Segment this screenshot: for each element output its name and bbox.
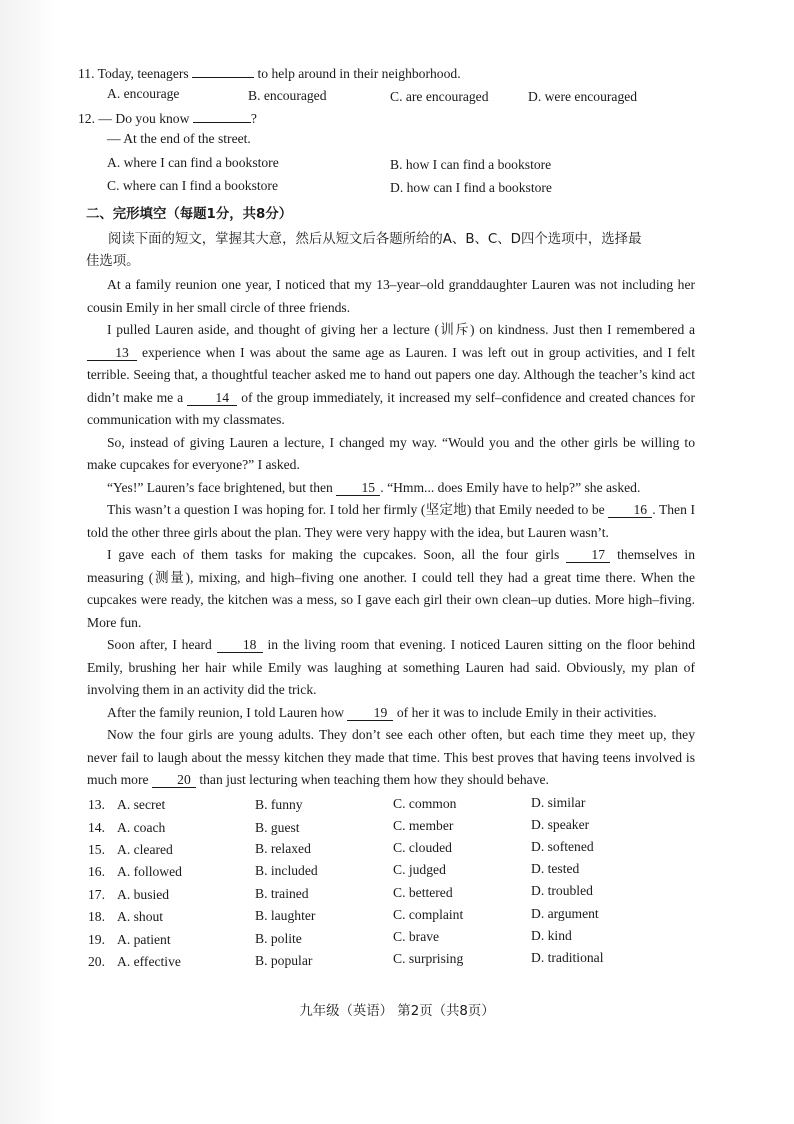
choice-b: B. trained	[255, 886, 309, 901]
scan-shadow	[0, 0, 58, 1124]
choice-d: D. speaker	[531, 817, 590, 832]
choice-number: 20.	[88, 954, 105, 969]
question-stem: ?	[250, 111, 257, 126]
cloze-blank-13: 13	[87, 345, 137, 361]
choice-number: 19.	[88, 932, 105, 947]
paragraph-text: of her it was to include Emily in their activities.	[396, 704, 657, 720]
paragraph-text: I pulled Lauren aside, and thought of giving her a lecture (训斥) on kindness. Just then I remembered a	[107, 322, 695, 337]
choice-b: B. included	[255, 863, 318, 878]
choice-a: A. followed	[117, 864, 182, 879]
paragraph	[87, 274, 695, 319]
choice-c: C. clouded	[393, 840, 452, 855]
choice-c: C. bettered	[393, 885, 453, 900]
paragraph-text: This wasn’t a question I was hoping for. I told her firmly (坚定地) that Emily needed to be	[107, 502, 605, 517]
choice-d: D. softened	[531, 839, 594, 854]
choice-d: D. kind	[531, 928, 572, 943]
answer-blank	[193, 107, 251, 123]
paragraph-text: I gave each of them tasks for making the cupcakes. Soon, all the four girls	[107, 547, 560, 562]
choice-a: A. busied	[117, 887, 170, 902]
question-number: 11.	[78, 66, 95, 81]
choice-c: C. complaint	[393, 907, 464, 922]
cloze-blank-17: 17	[566, 547, 610, 563]
paragraph	[87, 477, 695, 500]
option-a: A. encourage	[107, 86, 180, 101]
choice-c: C. brave	[393, 929, 440, 944]
section-title: 二、完形填空（每题1分，共8分）	[86, 207, 293, 222]
cloze-blank-20: 20	[152, 772, 196, 788]
choice-c: C. member	[393, 818, 454, 833]
question-stem: to help around in their neighborhood.	[257, 66, 461, 81]
choice-number: 17.	[88, 887, 105, 902]
option-c: C. are encouraged	[390, 89, 489, 104]
cloze-blank-16: 16	[608, 502, 652, 518]
paragraph-text: in the living room that evening. I noticed Lauren sitting on the floor behind Emily, brushing her hair while Emily was laughing at something Lauren had said. Obviously, my plan of involving them in an activity did the trick.	[87, 637, 695, 697]
choice-b: B. funny	[255, 797, 303, 812]
choice-d: D. tested	[531, 861, 580, 876]
option-b: B. encouraged	[248, 88, 327, 103]
option-a: A. where I can find a bookstore	[107, 155, 279, 170]
paragraph-text: Soon after, I heard	[107, 637, 212, 652]
paragraph	[87, 319, 695, 432]
paragraph-text: themselves in measuring (测量), mixing, and high–fiving one another. I could tell they had a great time there. When the cupcakes were ready, the kitchen was a mess, so I gave each girl their own clean–up duties. More high–fiving. More fun.	[87, 547, 696, 630]
choice-c: C. common	[393, 796, 457, 811]
choice-b: B. guest	[255, 820, 300, 835]
choice-a: A. patient	[117, 932, 171, 947]
option-b: B. how I can find a bookstore	[390, 157, 552, 172]
choice-a: A. coach	[117, 820, 166, 835]
choice-a: A. shout	[117, 909, 164, 924]
option-d: D. were encouraged	[528, 89, 638, 104]
choice-number: 18.	[88, 909, 105, 924]
question-number: 12.	[78, 111, 95, 126]
question-stem: Today, teenagers	[97, 66, 189, 81]
choice-c: C. surprising	[393, 951, 464, 966]
paragraph-text: experience when I was about the same age as Lauren. I was left out in group activities, and I felt terrible. Seeing that, a thoughtful teacher asked me to hand out papers one day. Although the teacher’s kind act didn’t make me a	[87, 344, 695, 405]
choice-c: C. judged	[393, 862, 446, 877]
paragraph-text: . Then I told the other three girls about the plan. They were very happy with the idea, but Lauren wasn’t.	[87, 502, 695, 540]
paragraph	[87, 634, 695, 702]
choice-d: D. traditional	[531, 950, 604, 965]
choice-b: B. laughter	[255, 908, 316, 923]
option-d: D. how can I find a bookstore	[390, 180, 552, 195]
question-stem: — Do you know	[98, 111, 190, 126]
paragraph-text: . “Hmm... does Emily have to help?” she asked.	[380, 479, 641, 495]
choice-a: A. secret	[117, 797, 166, 812]
choice-a: A. effective	[117, 954, 181, 969]
choice-number: 14.	[88, 820, 105, 835]
cloze-blank-19: 19	[347, 705, 393, 721]
choice-d: D. argument	[531, 906, 599, 921]
choice-b: B. polite	[255, 931, 302, 946]
choice-d: D. similar	[531, 795, 586, 810]
answer-blank	[192, 62, 254, 78]
choice-number: 15.	[88, 842, 105, 857]
dialogue-reply: — At the end of the street.	[107, 131, 251, 146]
paragraph	[87, 702, 695, 725]
paragraph	[87, 544, 695, 634]
paragraph	[87, 724, 695, 792]
section-instruction: 阅读下面的短文，掌握其大意，然后从短文后各题所给的A、B、C、D四个选项中，选择最	[108, 232, 642, 247]
page-footer: 九年级（英语） 第2页（共8页）	[299, 1004, 495, 1019]
section-instruction-cont: 佳选项。	[86, 254, 140, 269]
question-12	[78, 107, 257, 128]
paragraph-text: After the family reunion, I told Lauren how	[107, 704, 345, 720]
paragraph-text: of the group immediately, it increased my self–confidence and created chances for communication with my classmates.	[87, 389, 696, 427]
paragraph-text: At a family reunion one year, I noticed that my 13–year–old granddaughter Lauren was not including her cousin Emily in her small circle of three friends.	[87, 277, 695, 315]
cloze-blank-14: 14	[187, 390, 237, 406]
paragraph	[87, 499, 695, 544]
paragraph-text: “Yes!” Lauren’s face brightened, but then	[107, 479, 333, 495]
cloze-blank-18: 18	[217, 637, 263, 653]
question-11	[78, 62, 461, 83]
choice-number: 13.	[88, 797, 105, 812]
choice-d: D. troubled	[531, 883, 593, 898]
choice-b: B. relaxed	[255, 841, 311, 856]
paragraph-text: Now the four girls are young adults. They don’t see each other often, but each time they meet up, they never fail to laugh about the messy kitchen they made that time. This best proves that having teens involved is much more	[87, 727, 695, 787]
paragraph-text: So, instead of giving Lauren a lecture, I changed my way. “Would you and the other girls be willing to make cupcakes for everyone?” I asked.	[87, 434, 695, 472]
option-c: C. where can I find a bookstore	[107, 178, 278, 193]
paragraph	[87, 432, 695, 477]
choice-a: A. cleared	[117, 842, 173, 857]
choice-b: B. popular	[255, 953, 313, 968]
cloze-passage	[87, 274, 695, 792]
cloze-blank-15: 15	[336, 480, 380, 496]
choice-number: 16.	[88, 864, 105, 879]
paragraph-text: than just lecturing when teaching them how they should behave.	[199, 772, 549, 787]
